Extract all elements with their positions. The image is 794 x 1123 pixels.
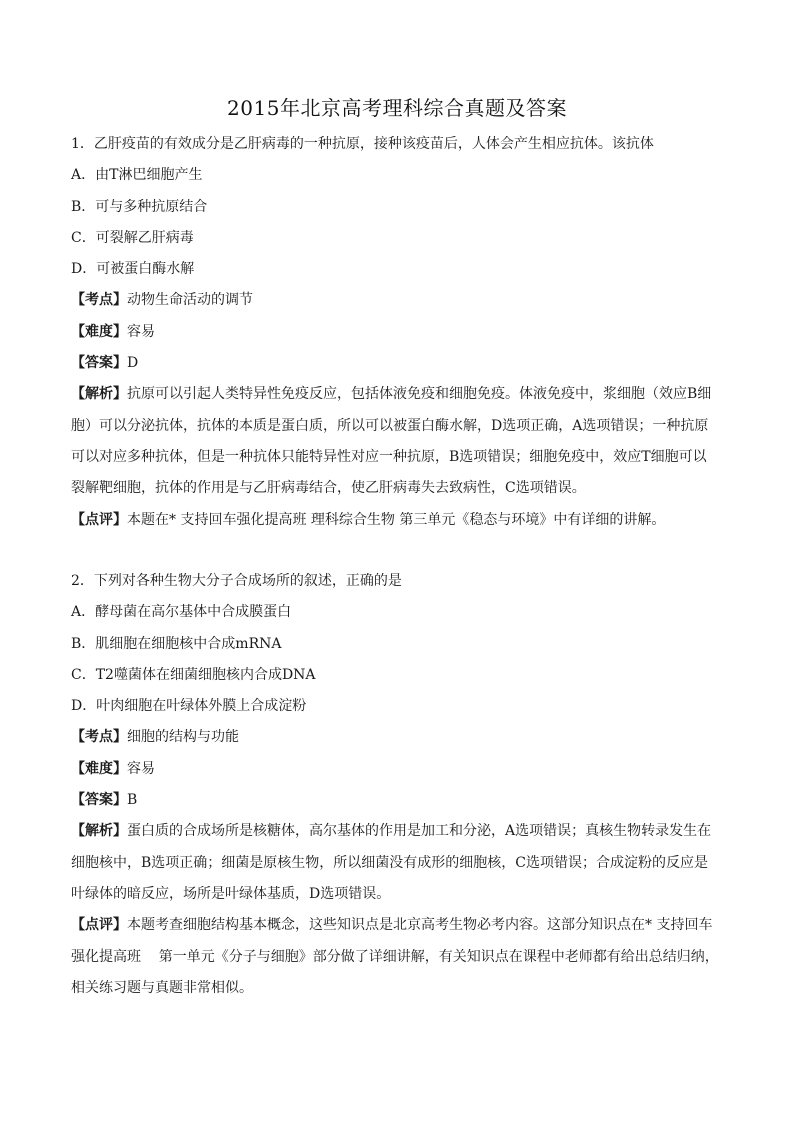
question-2 xyxy=(71,571,731,1009)
dianping-text: 本题考查细胞结构基本概念，这些知识点是北京高考生物必考内容。这部分知识点在* 支持回车 xyxy=(127,917,713,934)
question-2-dianping-line-1 xyxy=(71,915,731,946)
daan-value: B xyxy=(127,792,138,809)
daan-label: 【答案】 xyxy=(71,792,127,809)
question-1-option-a: A．由T淋巴细胞产生 xyxy=(71,167,203,184)
jiexi-text: 抗原可以引起人类特异性免疫反应，包括体液免疫和细胞免疫。体液免疫中，浆细胞（效应B细 xyxy=(127,386,712,403)
question-1-jiexi-line-1 xyxy=(71,384,731,415)
dianping-text: 本题在* 支持回车强化提高班 理科综合生物 第三单元《稳态与环境》中有详细的讲解。 xyxy=(127,511,666,528)
question-2-option-d: D．叶肉细胞在叶绿体外膜上合成淀粉 xyxy=(71,698,307,715)
kaodian-label: 【考点】 xyxy=(71,292,127,309)
question-2-option-b: B．肌细胞在细胞核中合成mRNA xyxy=(71,635,282,652)
daan-label: 【答案】 xyxy=(71,355,127,372)
question-2-dianping-line-2: 强化提高班 第一单元《分子与细胞》部分做了详细讲解，有关知识点在课程中老师都有给出总结归纳， xyxy=(71,948,719,965)
question-1 xyxy=(71,134,731,541)
question-1-daan xyxy=(71,353,731,384)
question-2-kaodian xyxy=(71,727,731,758)
jiexi-label: 【解析】 xyxy=(71,386,127,403)
nandu-label: 【难度】 xyxy=(71,323,127,340)
question-1-dianping xyxy=(71,510,731,541)
question-2-option-c: C．T2噬菌体在细菌细胞核内合成DNA xyxy=(71,666,316,683)
question-2-jiexi-line-3: 叶绿体的暗反应，场所是叶绿体基质，D选项错误。 xyxy=(71,885,391,902)
question-1-option-b: B．可与多种抗原结合 xyxy=(71,198,208,215)
question-2-nandu xyxy=(71,759,731,790)
question-1-option-d: D．可被蛋白酶水解 xyxy=(71,261,195,278)
nandu-value: 容易 xyxy=(127,760,155,777)
page-title: 2015年北京高考理科综合真题及答案 xyxy=(227,96,567,120)
question-1-jiexi-line-2: 胞）可以分泌抗体，抗体的本质是蛋白质，所以可以被蛋白酶水解，D选项正确，A选项错误；一种抗原 xyxy=(71,417,709,434)
question-2-option-a: A．酵母菌在高尔基体中合成膜蛋白 xyxy=(71,604,292,621)
jiexi-text: 蛋白质的合成场所是核糖体，高尔基体的作用是加工和分泌，A选项错误；真核生物转录发生在 xyxy=(127,823,712,840)
question-2-jiexi-line-1 xyxy=(71,821,731,852)
daan-value: D xyxy=(127,355,139,372)
question-1-stem: 1．乙肝疫苗的有效成分是乙肝病毒的一种抗原，接种该疫苗后，人体会产生相应抗体。该抗体 xyxy=(71,136,654,152)
kaodian-value: 细胞的结构与功能 xyxy=(127,729,239,746)
question-1-nandu xyxy=(71,322,731,353)
question-1-kaodian xyxy=(71,290,731,321)
dianping-label: 【点评】 xyxy=(71,511,127,528)
question-2-daan xyxy=(71,790,731,821)
question-1-jiexi-line-4: 裂解靶细胞，抗体的作用是与乙肝病毒结合，使乙肝病毒失去致病性，C选项错误。 xyxy=(71,480,586,497)
nandu-value: 容易 xyxy=(127,323,155,340)
question-2-jiexi-line-2: 细胞核中，B选项正确；细菌是原核生物，所以细菌没有成形的细胞核，C选项错误；合成淀粉的反应是 xyxy=(71,854,708,871)
question-2-stem: 2．下列对各种生物大分子合成场所的叙述，正确的是 xyxy=(71,573,402,589)
kaodian-label: 【考点】 xyxy=(71,729,127,746)
jiexi-label: 【解析】 xyxy=(71,823,127,840)
kaodian-value: 动物生命活动的调节 xyxy=(127,292,253,309)
question-1-option-c: C．可裂解乙肝病毒 xyxy=(71,229,194,246)
nandu-label: 【难度】 xyxy=(71,760,127,777)
question-2-dianping-line-3: 相关练习题与真题非常相似。 xyxy=(71,979,253,996)
dianping-label: 【点评】 xyxy=(71,917,127,934)
question-1-jiexi-line-3: 可以对应多种抗体，但是一种抗体只能特异性对应一种抗原，B选项错误；细胞免疫中，效应T细胞可以 xyxy=(71,448,707,465)
